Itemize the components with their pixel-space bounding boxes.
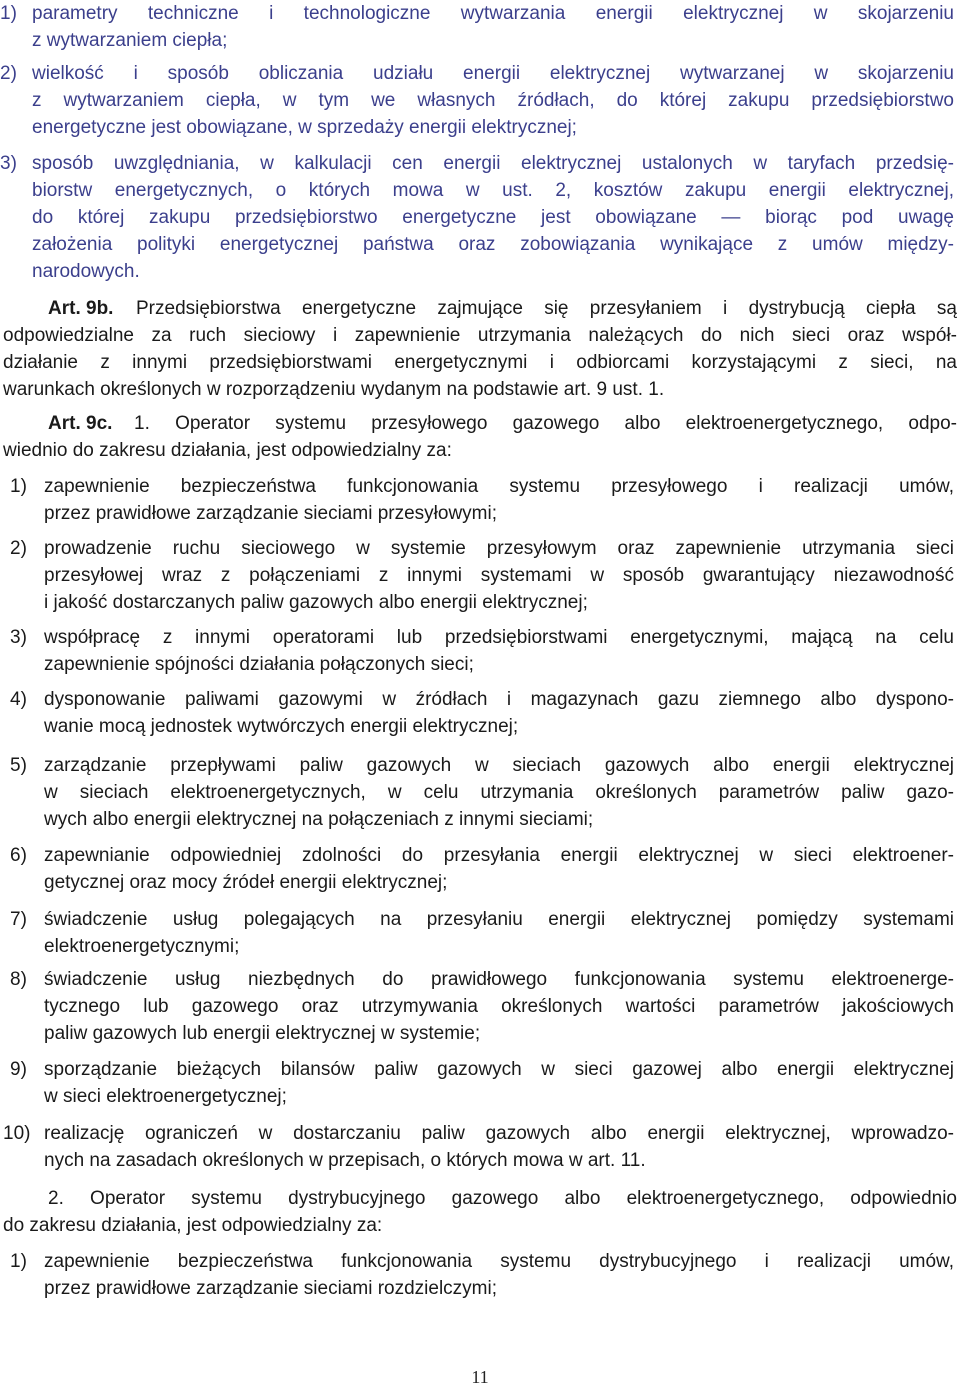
text-line: dysponowanie paliwami gazowymi w źródłach i magazynach gazu ziemnego albo dyspono- xyxy=(44,689,954,710)
text-line: wych albo energii elektrycznej na połączeniach z innymi sieciami; xyxy=(44,809,594,830)
text-line: 2. Operator systemu dystrybucyjnego gazowego albo elektroenergetycznego, odpowiednio xyxy=(48,1188,957,1209)
text-line: sporządzanie bieżących bilansów paliw gazowych w sieci gazowej albo energii elektrycznej xyxy=(44,1059,954,1080)
text-line: narodowych. xyxy=(32,261,140,282)
list-item-number: 5) xyxy=(10,755,27,776)
list-item-number: 3) xyxy=(10,627,27,648)
text-line: parametry techniczne i technologiczne wytwarzania energii elektrycznej w skojarzeniu xyxy=(32,3,954,24)
text-line: sposób uwzględniania, w kalkulacji cen energii elektrycznej ustalonych w taryfach przedsię- xyxy=(32,153,954,174)
list-item-number: 1) xyxy=(0,3,17,24)
text-line: z wytwarzaniem ciepła; xyxy=(32,30,228,51)
list-item-number: 7) xyxy=(10,909,27,930)
text-line: tycznego lub gazowego oraz utrzymywania określonych wartości parametrów jakościowych xyxy=(44,996,954,1017)
text-line: w sieci elektroenergetycznej; xyxy=(44,1086,287,1107)
text-line: energetyczne jest obowiązane, w sprzedaży energii elektrycznej; xyxy=(32,117,577,138)
text-line: do której zakupu przedsiębiorstwo energetyczne jest obowiązane — biorąc pod uwagę xyxy=(32,207,954,228)
text-line: zarządzanie przepływami paliw gazowych w sieciach gazowych albo energii elektrycznej xyxy=(44,755,954,776)
text-line: i jakość dostarczanych paliw gazowych albo energii elektrycznej; xyxy=(44,592,588,613)
text-line: założenia polityki energetycznej państwa oraz zobowiązania wynikające z umów między- xyxy=(32,234,954,255)
text-line: do zakresu działania, jest odpowiedzialny za: xyxy=(3,1215,383,1236)
text-line: w sieciach elektroenergetycznych, w celu utrzymania określonych parametrów paliw gazo- xyxy=(44,782,954,803)
list-item-number: 6) xyxy=(10,845,27,866)
list-item-number: 2) xyxy=(10,538,27,559)
text-line: biorstw energetycznych, o których mowa w ust. 2, kosztów zakupu energii elektrycznej, xyxy=(32,180,954,201)
text-line: paliw gazowych lub energii elektrycznej w systemie; xyxy=(44,1023,481,1044)
article-label: Art. 9b. xyxy=(48,298,114,319)
text-line: zapewnienie spójności działania połączonych sieci; xyxy=(44,654,474,675)
list-item-number: 9) xyxy=(10,1059,27,1080)
list-item-number: 3) xyxy=(0,153,17,174)
text-line: przez prawidłowe zarządzanie sieciami rozdzielczymi; xyxy=(44,1278,497,1299)
text-line: świadczenie usług polegających na przesyłaniu energii elektrycznej pomiędzy systemami xyxy=(44,909,954,930)
text-line: nych na zasadach określonych w przepisach, o których mowa w art. 11. xyxy=(44,1150,646,1171)
text-line: Przedsiębiorstwa energetyczne zajmujące się przesyłaniem i dystrybucją ciepła są xyxy=(136,298,957,319)
text-line: świadczenie usług niezbędnych do prawidłowego funkcjonowania systemu elektroenerge- xyxy=(44,969,954,990)
text-line: działanie z innymi przedsiębiorstwami energetycznymi i odbiorcami korzystającymi z sieci, na xyxy=(3,352,957,373)
text-line: zapewnienie bezpieczeństwa funkcjonowania systemu przesyłowego i realizacji umów, xyxy=(44,476,954,497)
text-line: realizację ograniczeń w dostarczaniu paliw gazowych albo energii elektrycznej, wprowadzo- xyxy=(44,1123,954,1144)
text-line: przesyłowej wraz z połączeniami z innymi systemami w sposób gwarantujący niezawodność xyxy=(44,565,954,586)
text-line: zapewnianie odpowiedniej zdolności do przesyłania energii elektrycznej w sieci elektroener- xyxy=(44,845,954,866)
list-item-number: 4) xyxy=(10,689,27,710)
text-line: 1. Operator systemu przesyłowego gazowego albo elektroenergetycznego, odpo- xyxy=(134,413,957,434)
article-label: Art. 9c. xyxy=(48,413,113,434)
text-line: przez prawidłowe zarządzanie sieciami przesyłowymi; xyxy=(44,503,497,524)
text-line: zapewnienie bezpieczeństwa funkcjonowania systemu dystrybucyjnego i realizacji umów, xyxy=(44,1251,954,1272)
text-line: wiednio do zakresu działania, jest odpowiedzialny za: xyxy=(3,440,452,461)
list-item-number: 10) xyxy=(3,1123,31,1144)
text-line: prowadzenie ruchu sieciowego w systemie przesyłowym oraz zapewnienie utrzymania sieci xyxy=(44,538,954,559)
page-number: 11 xyxy=(471,1367,489,1387)
text-line: wanie mocą jednostek wytwórczych energii elektrycznej; xyxy=(44,716,519,737)
text-line: wielkość i sposób obliczania udziału energii elektrycznej wytwarzanej w skojarzeniu xyxy=(32,63,954,84)
text-line: odpowiedzialne za ruch sieciowy i zapewnienie utrzymania należących do nich sieci oraz współ- xyxy=(3,325,957,346)
text-line: elektroenergetycznymi; xyxy=(44,936,240,957)
list-item-number: 1) xyxy=(10,1251,27,1272)
text-line: warunkach określonych w rozporządzeniu wydanym na podstawie art. 9 ust. 1. xyxy=(3,379,665,400)
text-line: współpracę z innymi operatorami lub przedsiębiorstwami energetycznymi, mającą na celu xyxy=(44,627,954,648)
list-item-number: 2) xyxy=(0,63,17,84)
text-line: getycznej oraz mocy źródeł energii elektrycznej; xyxy=(44,872,448,893)
text-line: z wytwarzaniem ciepła, w tym we własnych źródłach, do której zakupu przedsiębiorstwo xyxy=(32,90,954,111)
list-item-number: 8) xyxy=(10,969,27,990)
list-item-number: 1) xyxy=(10,476,27,497)
